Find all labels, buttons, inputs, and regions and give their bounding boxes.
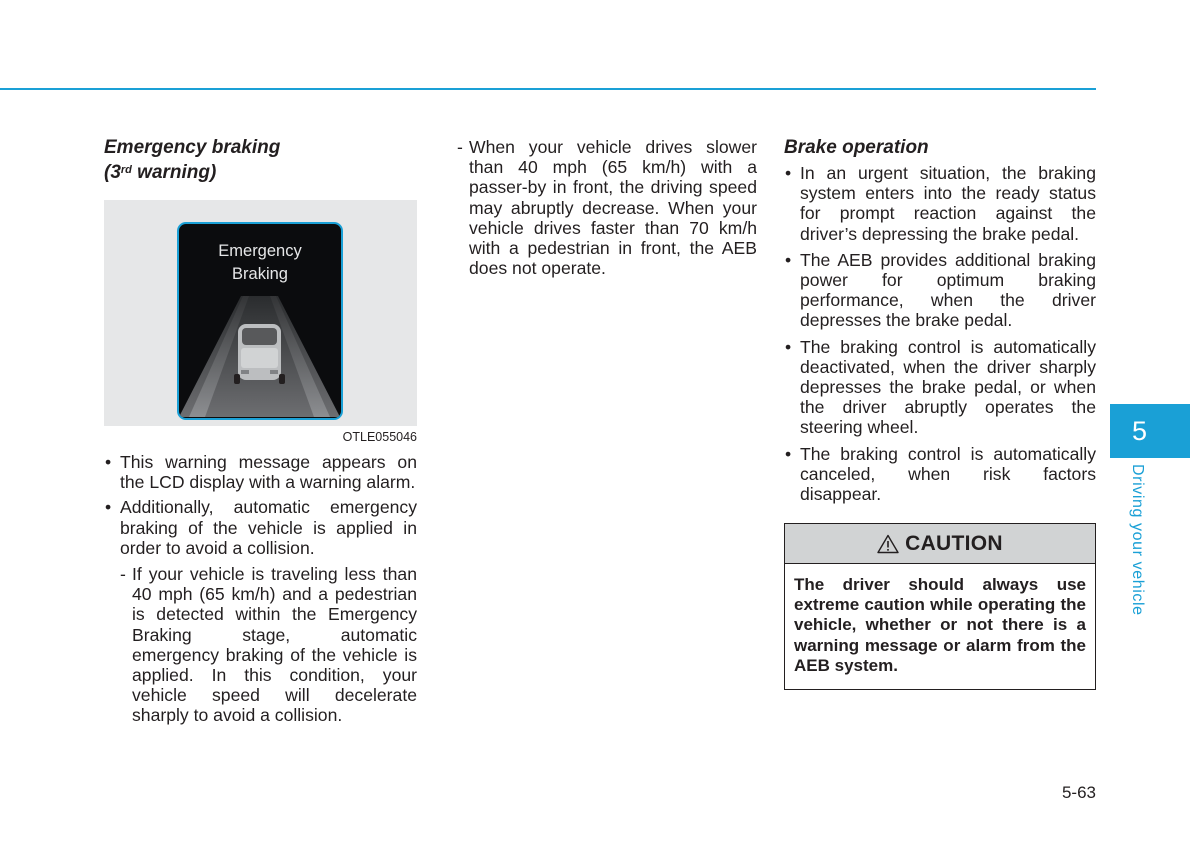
warning-triangle-icon <box>877 534 899 554</box>
list-item: • The AEB provides additional braking power for optimum braking performance, when the driver depresses the brake pedal. <box>784 250 1096 331</box>
dash-item: - When your vehicle drives slower than 40 mph (65 km/h) with a passer-by in front, the driving speed may abruptly decrease. When your vehicle drives faster than 70 km/h with a pedestrian in front, the AEB does not operate. <box>457 137 757 278</box>
bullet-list <box>104 452 417 726</box>
lcd-display <box>177 222 343 420</box>
caution-title: CAUTION <box>905 531 1003 555</box>
section-heading-brake-operation: Brake operation <box>784 137 929 158</box>
chapter-tab: 5 <box>1110 404 1190 458</box>
heading-line2-pre: (3 <box>104 162 121 183</box>
dash-list <box>120 564 417 726</box>
list-item: • The braking control is automatically deactivated, when the driver sharply depresses the brake pedal, or when the driver abruptly operates the steering wheel. <box>784 337 1096 438</box>
list-item: • In an urgent situation, the braking system enters into the ready status for prompt reaction against the driver’s depressing the brake pedal. <box>784 163 1096 244</box>
heading-superscript: rd <box>120 164 132 176</box>
cluster-warning-figure <box>104 200 417 426</box>
left-column <box>104 137 417 731</box>
middle-column <box>457 137 757 278</box>
chapter-title-text: Driving your vehicle <box>1129 464 1146 616</box>
list-item: • The braking control is automatically canceled, when risk factors disappear. <box>784 444 1096 505</box>
list-item <box>104 497 417 725</box>
bullet-list <box>784 163 1096 504</box>
right-column <box>784 137 1096 510</box>
list-item: • This warning message appears on the LCD display with a warning alarm. <box>104 452 417 492</box>
heading-line2-post: warning) <box>131 162 217 183</box>
list-item-text: • Additionally, automatic emergency braking of the vehicle is applied in order to avoid a collision. <box>120 497 417 558</box>
caution-header <box>785 524 1095 564</box>
heading-line2 <box>104 159 417 184</box>
lcd-line2: Braking <box>232 265 288 283</box>
section-heading-emergency-braking <box>104 137 417 184</box>
dash-list <box>457 137 757 278</box>
lcd-message <box>179 240 341 286</box>
heading-line1: Emergency braking <box>104 137 281 158</box>
page-number: 5-63 <box>1061 783 1096 802</box>
chapter-title <box>1124 464 1148 624</box>
figure-code: OTLE055046 <box>342 430 417 444</box>
header-rule <box>0 88 1096 90</box>
caution-box <box>784 523 1096 690</box>
lcd-line1: Emergency <box>218 242 302 260</box>
dash-item: - If your vehicle is traveling less than 40 mph (65 km/h) and a pedestrian is detected within the Emergency Braking stage, automatic emergency braking of the vehicle is applied. In this condition, your vehicle speed will decelerate sharply to avoid a collision. <box>120 564 417 726</box>
caution-text: The driver should always use extreme caution while operating the vehicle, whether or not there is a warning message or alarm from the AEB system. <box>794 575 1086 675</box>
car-icon <box>234 324 285 384</box>
